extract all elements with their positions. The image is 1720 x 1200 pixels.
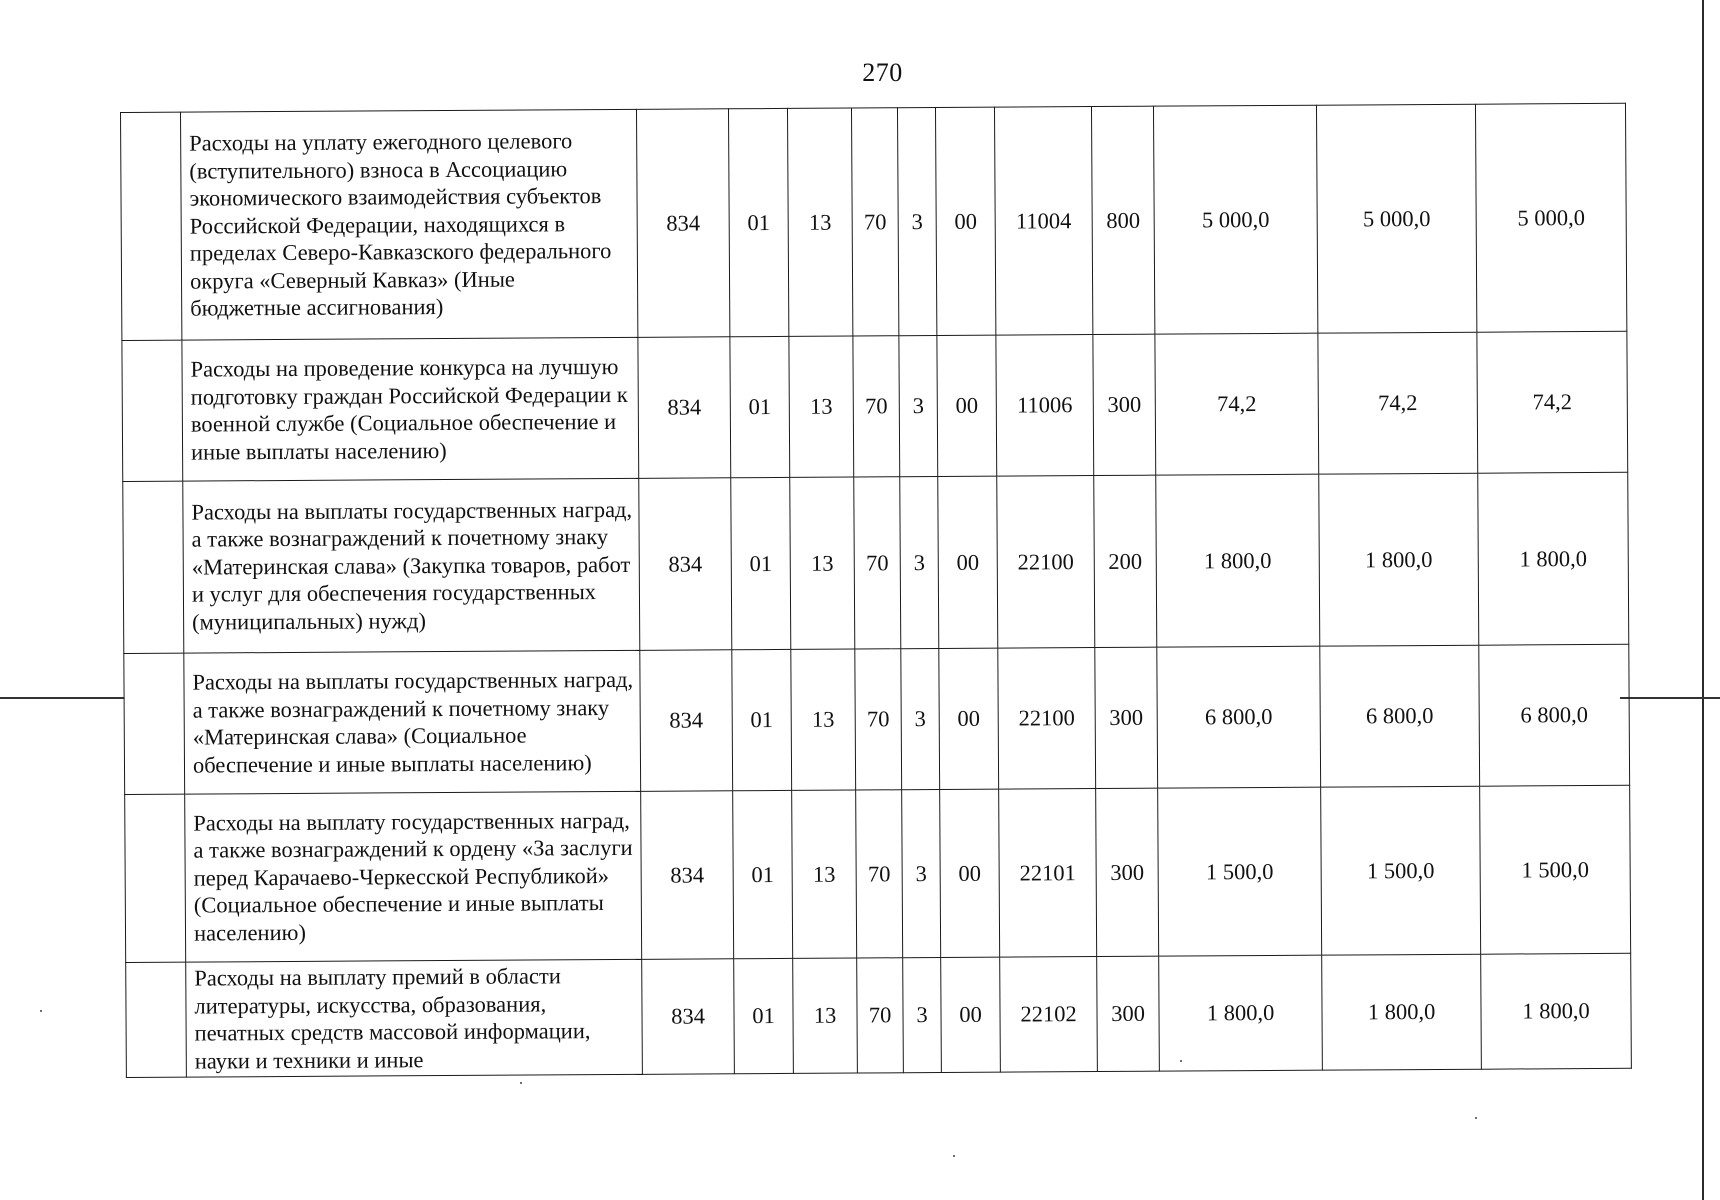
subprogram-code-cell: 3 [901,649,940,790]
main-event-code-cell: 00 [940,789,1000,957]
direction-code-cell: 22100 [997,476,1095,649]
amount-year-1-cell: 1 800,0 [1156,474,1320,647]
table-row [121,103,1627,340]
amount-year-2-cell: 5 000,0 [1316,104,1476,333]
scan-speck [953,1155,955,1157]
direction-code-cell: 22102 [1000,957,1098,1073]
budget-table [120,103,1632,1078]
description-cell: Расходы на выплаты государственных наград, а также вознаграждений к почетному знаку «Материнская слава» (Социальное обеспечение и иные выплаты населению) [184,650,641,794]
expense-type-code-cell: 300 [1095,647,1158,788]
subsection-code-cell: 13 [787,108,852,336]
expense-type-code-cell: 300 [1093,334,1156,475]
amount-year-2-cell: 1 800,0 [1322,954,1482,1070]
table-row [122,331,1628,481]
amount-year-3-cell: 1 500,0 [1480,785,1631,954]
expense-type-code-cell: 200 [1094,475,1157,647]
subsection-code-cell: 13 [793,958,858,1073]
scan-speck [40,1010,42,1012]
amount-year-1-cell: 1 500,0 [1158,787,1322,956]
section-code-cell: 01 [728,108,788,336]
subprogram-code-cell: 3 [900,477,939,649]
amount-year-2-cell: 74,2 [1318,332,1478,474]
program-code-cell: 70 [853,336,900,477]
direction-code-cell: 22101 [999,789,1097,958]
ministry-code-cell: 834 [642,959,735,1075]
direction-code-cell: 22100 [998,648,1096,790]
amount-year-1-cell: 74,2 [1155,333,1319,475]
row-number-cell [125,794,186,962]
section-code-cell: 01 [730,336,790,477]
table-row [124,644,1630,794]
fold-line-left [0,697,130,699]
amount-year-2-cell: 6 800,0 [1320,645,1480,787]
ministry-code-cell: 834 [639,478,732,651]
amount-year-3-cell: 1 800,0 [1478,472,1629,645]
program-code-cell: 70 [851,108,898,336]
section-code-cell: 01 [733,790,793,958]
amount-year-1-cell: 1 800,0 [1159,955,1323,1071]
ministry-code-cell: 834 [640,650,733,792]
amount-year-2-cell: 1 800,0 [1319,473,1479,646]
direction-code-cell: 11006 [996,335,1094,477]
program-code-cell: 70 [854,477,901,649]
scan-page-edge [1702,0,1704,1200]
subsection-code-cell: 13 [792,790,857,958]
row-number-cell [122,340,183,481]
program-code-cell: 70 [857,958,904,1073]
subsection-code-cell: 13 [791,649,856,790]
ministry-code-cell: 834 [636,109,729,338]
subsection-code-cell: 13 [790,477,855,649]
scan-speck [1475,1117,1477,1119]
table-row [126,953,1632,1077]
amount-year-1-cell: 6 800,0 [1157,646,1321,788]
amount-year-3-cell: 1 800,0 [1481,953,1632,1069]
expense-type-code-cell: 300 [1097,956,1160,1071]
amount-year-1-cell: 5 000,0 [1153,105,1317,334]
ministry-code-cell: 834 [641,791,734,960]
expense-type-code-cell: 300 [1096,788,1159,956]
main-event-code-cell: 00 [938,476,998,648]
page-number: 270 [862,58,903,87]
description-cell: Расходы на уплату ежегодного целевого (вступительного) взноса в Ассоциацию экономического взаимодействия субъектов Российской Федерации, находящихся в пределах Северо-Кавказского федерального округа «Северный Кавказ» (Иные бюджетные ассигнования) [181,109,638,340]
row-number-cell [123,481,184,653]
row-number-cell [121,112,182,340]
row-number-cell [124,653,185,794]
section-code-cell: 01 [732,649,792,790]
expense-type-code-cell: 800 [1091,106,1154,334]
section-code-cell: 01 [734,958,794,1073]
subprogram-code-cell: 3 [902,790,941,958]
subsection-code-cell: 13 [789,336,854,477]
amount-year-3-cell: 5 000,0 [1475,103,1626,332]
subprogram-code-cell: 3 [903,958,942,1073]
description-cell: Расходы на выплату государственных наград, а также вознаграждений к ордену «За заслуги перед Карачаево-Черкесской Республикой» (Социальное обеспечение и иные выплаты населению) [185,791,642,962]
direction-code-cell: 11004 [994,107,1092,336]
main-event-code-cell: 00 [939,648,999,789]
amount-year-3-cell: 6 800,0 [1479,644,1630,786]
description-cell: Расходы на выплаты государственных наград, а также вознаграждений к почетному знаку «Материнская слава» (Закупка товаров, работ и услуг для обеспечения государственных (муниципальных) нужд) [183,478,640,653]
amount-year-3-cell: 74,2 [1477,331,1628,473]
subprogram-code-cell: 3 [897,108,936,336]
row-number-cell [126,962,187,1077]
description-cell: Расходы на выплату премий в области литературы, искусства, образования, печатных средств массовой информации, науки и техники и иные [186,959,643,1077]
scan-speck [1180,1060,1182,1062]
amount-year-2-cell: 1 500,0 [1321,786,1481,955]
fold-line-right [1620,697,1720,699]
subprogram-code-cell: 3 [899,336,938,477]
main-event-code-cell: 00 [941,957,1001,1072]
main-event-code-cell: 00 [937,335,997,476]
table-row [123,472,1629,653]
main-event-code-cell: 00 [935,107,995,335]
program-code-cell: 70 [856,790,903,958]
scan-speck [520,1082,522,1084]
program-code-cell: 70 [855,649,902,790]
section-code-cell: 01 [731,477,791,649]
table-row [125,785,1631,962]
ministry-code-cell: 834 [638,337,731,479]
description-cell: Расходы на проведение конкурса на лучшую подготовку граждан Российской Федерации к военной службе (Социальное обеспечение и иные выплаты населению) [182,337,639,481]
